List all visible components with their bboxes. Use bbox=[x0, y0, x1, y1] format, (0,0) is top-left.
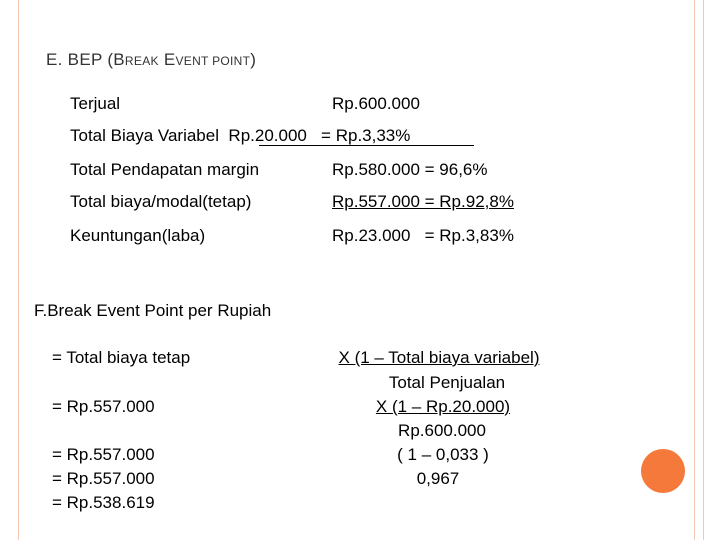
frame-line-right-inner bbox=[694, 0, 695, 540]
title-event-rest: VENT POINT bbox=[175, 54, 251, 68]
f-left-line-4: = Rp.557.000 bbox=[52, 469, 155, 488]
title-break-cap: B bbox=[113, 50, 125, 69]
f-right-line-6: 0,967 bbox=[416, 469, 460, 488]
f-right-line-2: Total Penjualan bbox=[388, 373, 506, 392]
title-prefix: E. BEP ( bbox=[46, 50, 114, 69]
f-right-line-1: X (1 – Total biaya variabel) bbox=[338, 348, 540, 367]
variabel-text: Total Biaya Variabel Rp.20.000 = Rp.3,33% bbox=[70, 126, 411, 145]
f-left-line-2: = Rp.557.000 bbox=[52, 397, 155, 416]
laba-value: Rp.23.000 = Rp.3,83% bbox=[332, 226, 514, 245]
modal-value: Rp.557.000 = Rp.92,8% bbox=[332, 192, 514, 211]
modal-label: Total biaya/modal(tetap) bbox=[70, 192, 252, 211]
pendapatan-label: Total Pendapatan margin bbox=[70, 160, 260, 179]
title-event-cap: E bbox=[163, 50, 176, 69]
frame-line-right-outer bbox=[703, 0, 704, 540]
variabel-underline bbox=[259, 145, 474, 146]
variabel-line bbox=[70, 126, 410, 146]
f-right-line-5: ( 1 – 0,033 ) bbox=[397, 445, 489, 464]
f-right-line-4: Rp.600.000 bbox=[398, 421, 486, 440]
terjual-value: Rp.600.000 bbox=[332, 94, 420, 113]
pendapatan-value: Rp.580.000 = 96,6% bbox=[332, 160, 488, 179]
frame-line-left bbox=[18, 0, 19, 540]
accent-circle bbox=[641, 449, 685, 493]
f-left-line-5: = Rp.538.619 bbox=[52, 493, 155, 512]
title-break-rest: REAK bbox=[124, 54, 159, 68]
f-right-line-3: X (1 – Rp.20.000) bbox=[375, 397, 511, 416]
title-suffix: ) bbox=[250, 50, 257, 69]
f-left-line-3: = Rp.557.000 bbox=[52, 445, 155, 464]
f-left-line-1: = Total biaya tetap bbox=[52, 348, 191, 367]
laba-label: Keuntungan(laba) bbox=[70, 226, 206, 245]
terjual-label: Terjual bbox=[70, 94, 121, 113]
slide-title bbox=[46, 50, 256, 71]
section-f-heading: F.Break Event Point per Rupiah bbox=[34, 301, 272, 320]
